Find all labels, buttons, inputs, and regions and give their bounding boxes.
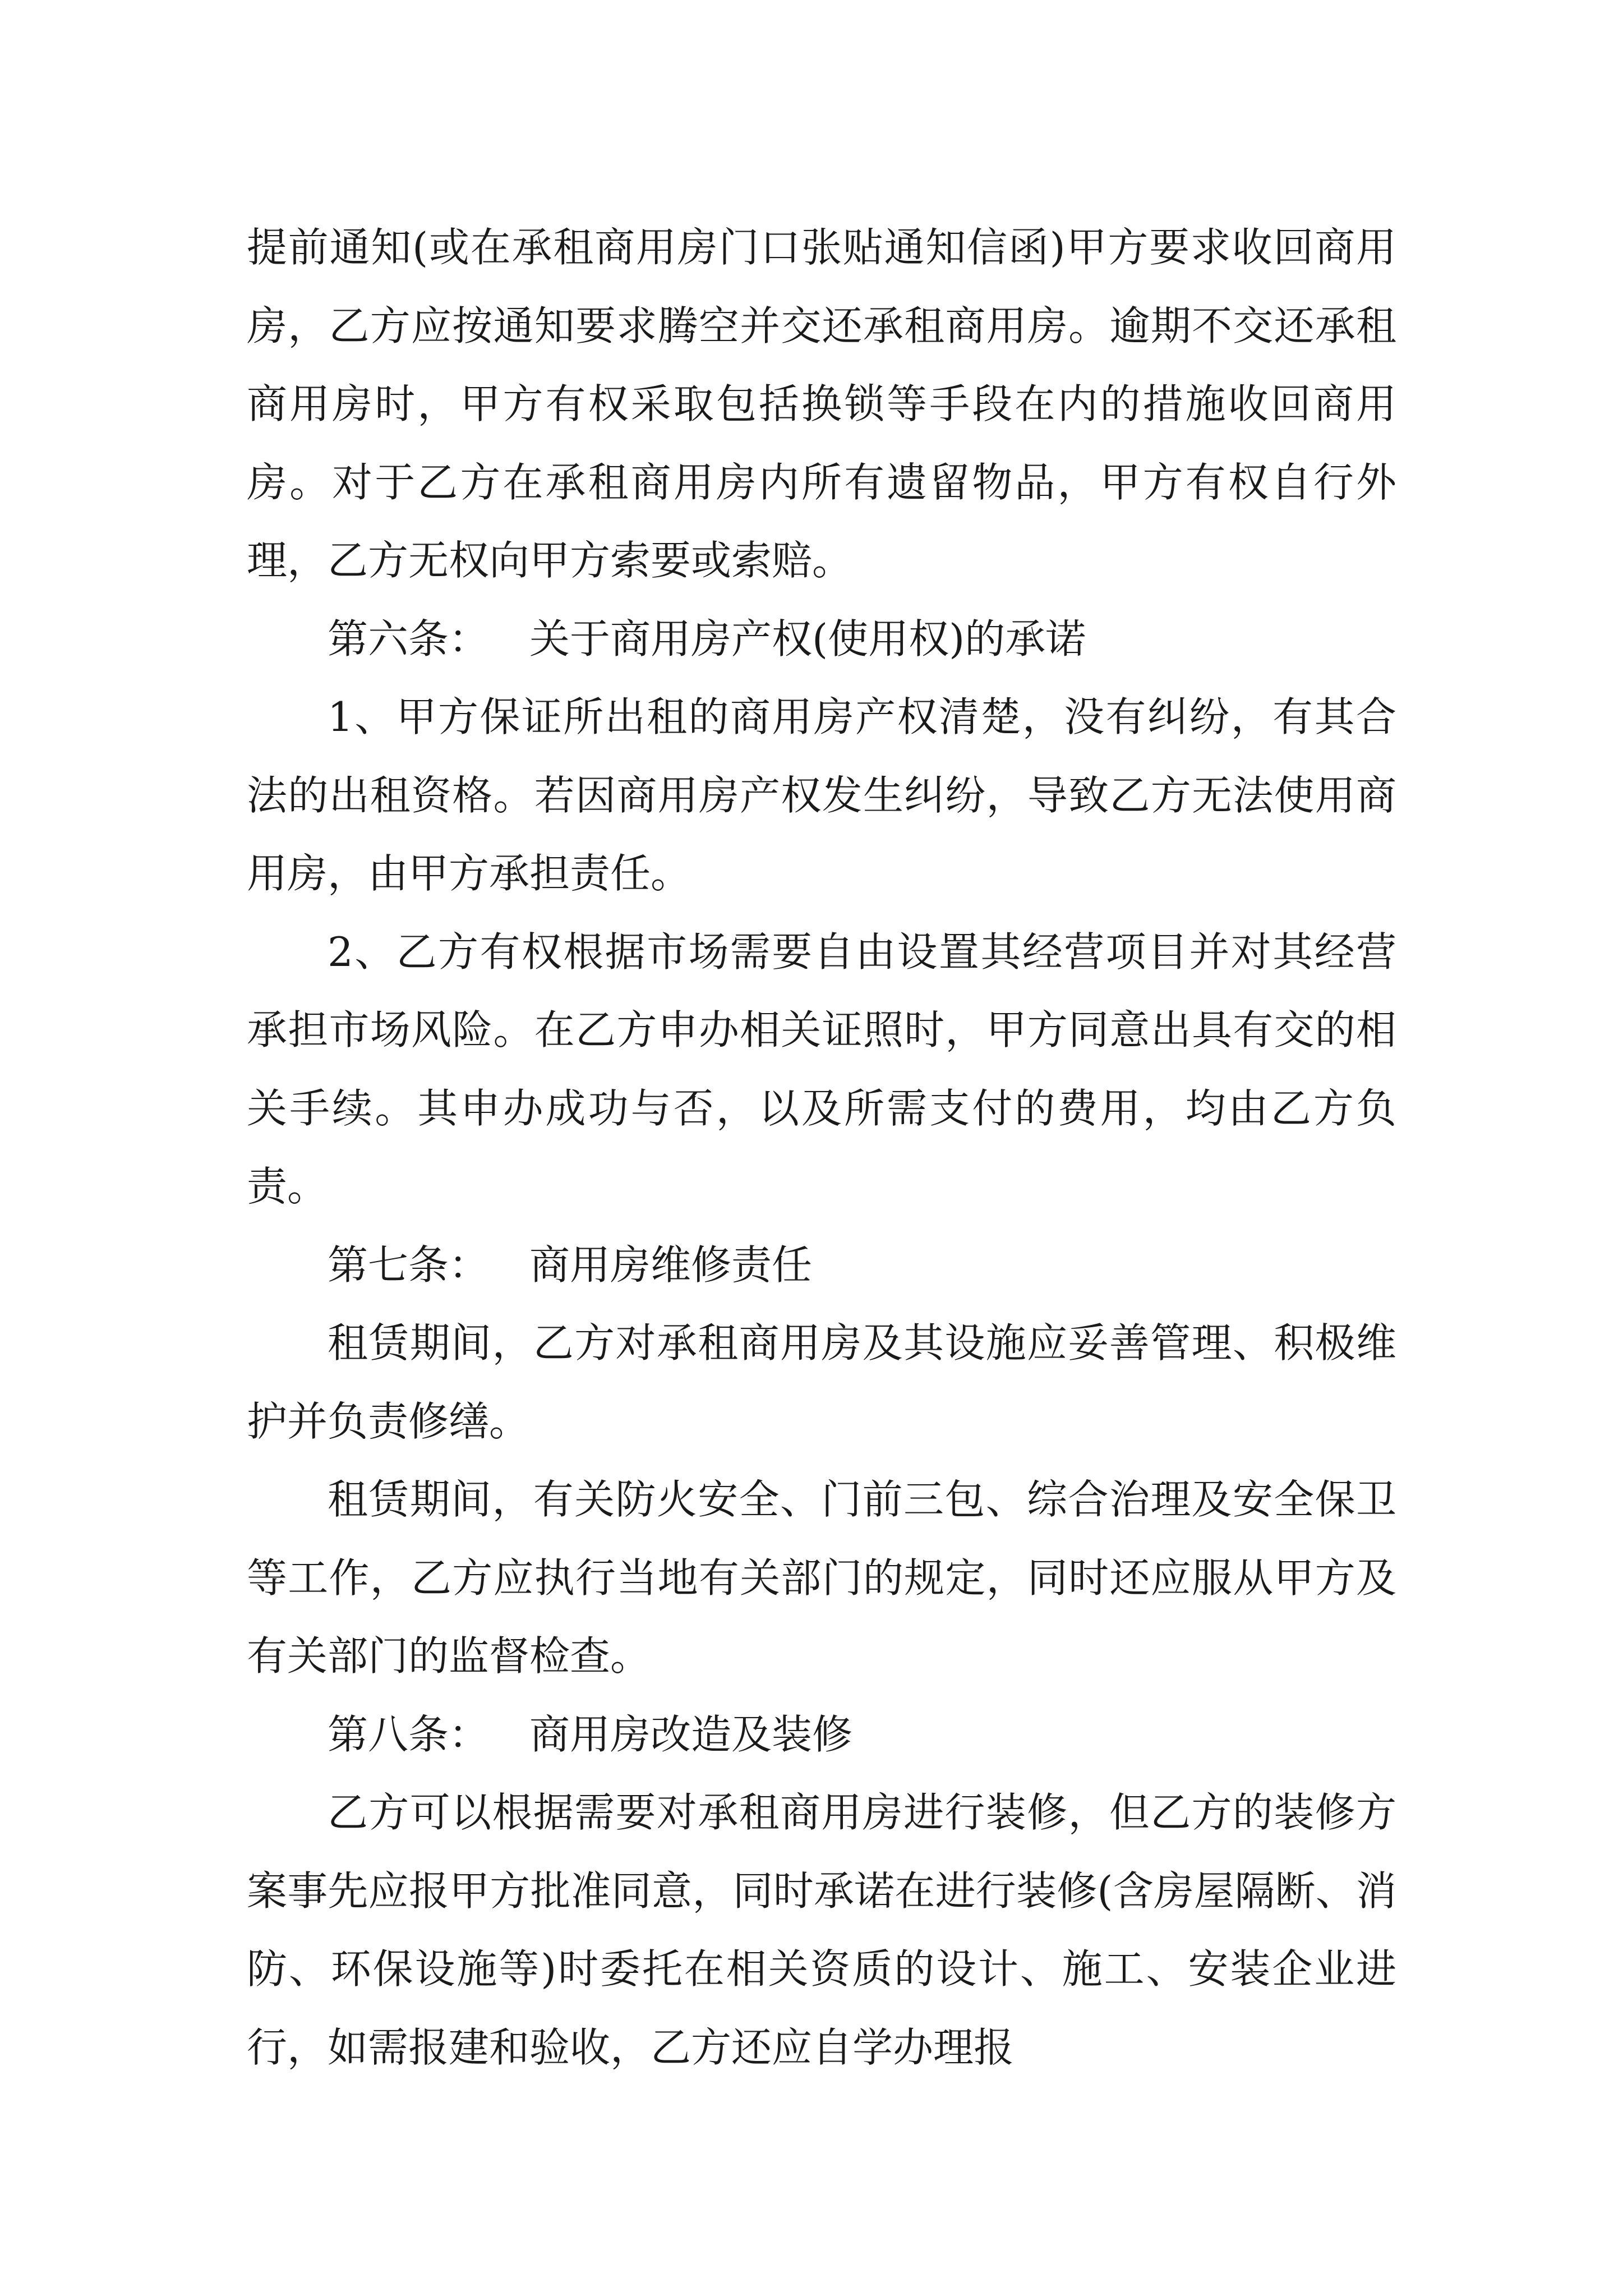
article-6-heading xyxy=(247,600,1396,679)
document-body xyxy=(247,209,1396,2087)
paragraph-7-2: 租赁期间，有关防火安全、门前三包、综合治理及安全保卫等工作，乙方应执行当地有关部门的规定，同时还应服从甲方及有关部门的监督检查。 xyxy=(247,1476,1396,1680)
article-6-title: 关于商用房产权(使用权)的承诺 xyxy=(529,615,1086,662)
article-8-heading xyxy=(247,1696,1396,1774)
article-7-heading xyxy=(247,1226,1396,1305)
article-7-number: 第七条： xyxy=(328,1241,490,1289)
paragraph-8-1: 乙方可以根据需要对承租商用房进行装修，但乙方的装修方案事先应报甲方批准同意，同时承诺在进行装修(含房屋隔断、消防、环保设施等)时委托在相关资质的设计、施工、安装企业进行，如需报建和验收，乙方还应自学办理报 xyxy=(247,1789,1396,2071)
paragraph-7-1: 租赁期间，乙方对承租商用房及其设施应妥善管理、积极维护并负责修缮。 xyxy=(247,1319,1396,1445)
article-8-title: 商用房改造及装修 xyxy=(529,1710,853,1758)
article-8-number: 第八条： xyxy=(328,1710,490,1758)
article-7-title: 商用房维修责任 xyxy=(529,1241,813,1289)
paragraph-continuation: 提前通知(或在承租商用房门口张贴通知信函)甲方要求收回商用房，乙方应按通知要求腾空并交还承租商用房。逾期不交还承租商用房时，甲方有权采取包括换锁等手段在内的措施收回商用房。对于乙方在承租商用房内所有遗留物品，甲方有权自行外理，乙方无权向甲方索要或索赔。 xyxy=(247,224,1396,584)
paragraph-6-1: 1、甲方保证所出租的商用房产权清楚，没有纠纷，有其合法的出租资格。若因商用房产权发生纠纷，导致乙方无法使用商用房，由甲方承担责任。 xyxy=(247,693,1396,897)
article-6-number: 第六条： xyxy=(328,615,490,662)
paragraph-6-2: 2、乙方有权根据市场需要自由设置其经营项目并对其经营承担市场风险。在乙方申办相关证照时，甲方同意出具有交的相关手续。其申办成功与否，以及所需支付的费用，均由乙方负责。 xyxy=(247,928,1396,1210)
